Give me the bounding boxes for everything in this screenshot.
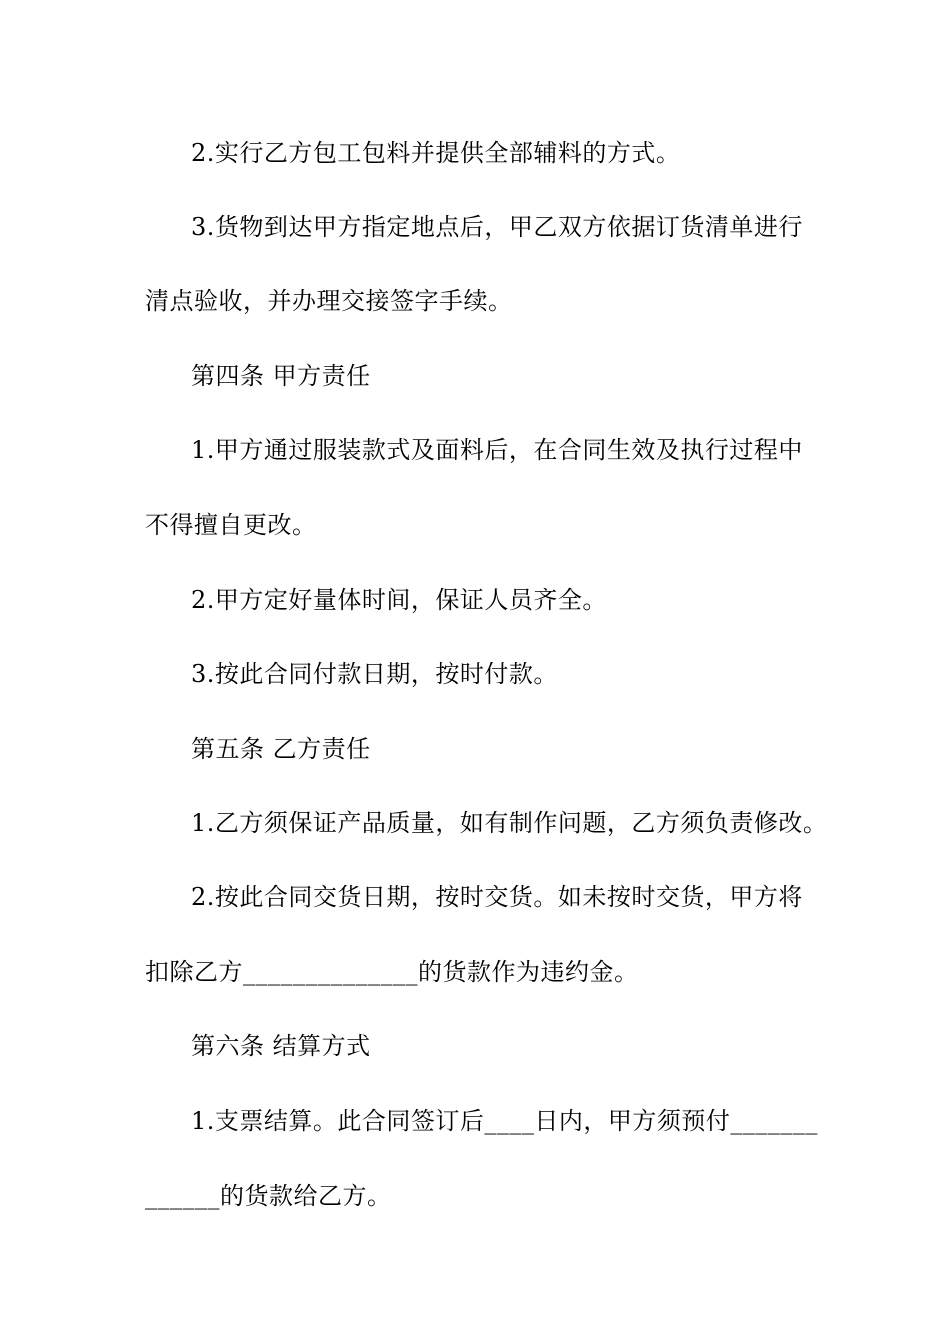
paragraph-line: 清点验收，并办理交接签字手续。 [145,287,513,315]
paragraph-line: 不得擅自更改。 [145,511,317,539]
paragraph-line: 3.货物到达甲方指定地点后，甲乙双方依据订货清单进行 [191,213,803,241]
section-heading: 第五条 乙方责任 [191,735,371,763]
paragraph-line: 3.按此合同付款日期，按时付款。 [191,660,558,688]
paragraph-line: 2.按此合同交货日期，按时交货。如未按时交货，甲方将 [191,883,803,911]
section-heading: 第六条 结算方式 [191,1032,371,1060]
paragraph-line: 扣除乙方______________的货款作为违约金。 [145,958,639,986]
paragraph-line: 2.甲方定好量体时间，保证人员齐全。 [191,586,607,614]
paragraph-line: 1.甲方通过服装款式及面料后，在合同生效及执行过程中 [191,436,803,464]
paragraph-line: 2.实行乙方包工包料并提供全部辅料的方式。 [191,139,681,167]
paragraph-line: 1.支票结算。此合同签订后____日内，甲方须预付_______ [191,1107,818,1135]
paragraph-line: ______的货款给乙方。 [145,1182,392,1210]
section-heading: 第四条 甲方责任 [191,362,371,390]
paragraph-line: 1.乙方须保证产品质量，如有制作问题，乙方须负责修改。 [191,809,828,837]
